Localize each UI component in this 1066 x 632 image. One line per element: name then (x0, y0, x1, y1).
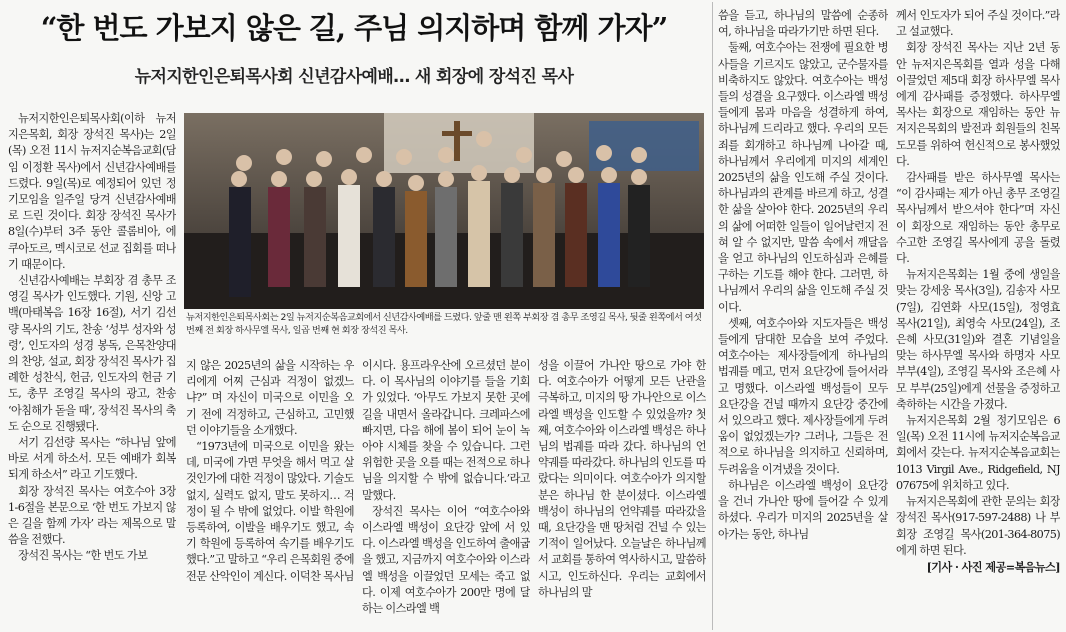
paragraph: 셋째, 여호수아와 지도자들은 백성들에게 담대한 모습을 보여 주었다. 여호수아는 제사장들에게 하나님의 법궤를 메고, 먼저 요단강에 들어서라고 명했다. 이스라엘 백성들이 모두 요단강을 건널 때까지 요단강 중간에 서 있으라고 했다. 제사장들에게 두려움이 없었겠는가? 그러나, 그들은 전적으로 하나님을 의지하고 신뢰하며, 두려움을 이겨냈을 것이다. (718, 316, 888, 476)
paragraph: 감사패를 받은 하사무엘 목사는 “이 감사패는 제가 아닌 총무 조영길 목사님께서 받으셔야 한다”며 자신이 회장으로 재임하는 동안 총무로 수고한 조영길 목사에게 공을 돌렸다. (896, 171, 1060, 266)
paragraph: 이시다. 용프라우산에 오르셨던 분이다. 이 목사님의 이야기를 들을 기회가 있었다. ‘아무도 가보지 못한 곳에 길을 내면서 올라갑니다. 크레파스에 빠지면, 다음 해에 봄이 되어 눈이 녹아야 시체를 찾을 수 있습니다. 그런 위험한 곳을 오를 때는 전적으로 하나님을 의지할 수 밖에 없습니다.’라고 말했다. (362, 359, 530, 502)
paragraph: 회장 장석진 목사는 여호수아 3장 1-6절을 본문으로 ‘한 번도 가보지 않은 길을 함께 가자’ 라는 제목으로 말씀을 전했다. (8, 484, 176, 547)
paragraph: 신년감사예배는 부회장 겸 총무 조영길 목사가 인도했다. 기원, 신앙 고백(마태복음 16장 16절), 서기 김선량 목사의 기도, 찬송 ‘성부 성자와 성령’, 인도자의 성경 봉독, 은목찬양대의 찬양, 설교, 회장 장석진 목사가 집례한 성찬식, 헌금, 인도자의 헌금 기도, 총무 조영길 목사의 광고, 찬송 ‘아침해가 돋을 때’, 장석진 목사의 축도 순으로 진행됐다. (8, 274, 176, 433)
photo-caption: 뉴저지한인은퇴목사회는 2일 뉴저지순복음교회에서 신년감사예배를 드렸다. 앞줄 맨 왼쪽 부회장 겸 총무 조영길 목사, 뒷줄 왼쪽에서 여섯 번째 전 회장 하사무엘 목사, 일곱 번째 현 회장 장석진 목사. (186, 312, 702, 336)
paragraph: 지 않은 2025년의 삶을 시작하는 우리에게 어찌 근심과 걱정이 없겠느냐?” 며 자신이 미국으로 이민을 오기 전에 걱정하고, 근심하고, 고민했던 이야기들을 소개했다. (186, 359, 354, 437)
article-column-4 (538, 358, 706, 632)
article-column-3 (362, 358, 530, 632)
paragraph: 장석진 목사는 이어 “여호수아와 이스라엘 백성이 요단강 앞에 서 있다. 이스라엘 백성을 인도하여 출애굽을 했고, 지금까지 여호수아와 이스라엘 백성을 이끌었던 모세는 죽고 없다. 이제 여호수아가 200만 명에 달하는 이스라엘 백 (362, 504, 530, 616)
article-column-2 (186, 358, 354, 632)
article-column-6 (896, 8, 1060, 632)
paragraph: 께서 인도자가 되어 주실 것이다.”라고 설교했다. (896, 9, 1060, 39)
article-column-5 (718, 8, 888, 632)
headline: “한 번도 가보지 않은 길, 주님 의지하며 함께 가자” (40, 11, 668, 45)
paragraph: 씀을 듣고, 하나님의 말씀에 순종하여, 하나님을 따라가기만 하면 된다. (718, 9, 888, 39)
paragraph: 뉴저지은목회에 관한 문의는 회장 장석진 목사(917-597-2488) 나 부회장 조영길 목사(201-364-8075)에게 하면 된다. (896, 495, 1060, 557)
subheadline: 뉴저지한인은퇴목사회 신년감사예배… 새 회장에 장석진 목사 (134, 67, 574, 87)
paragraph: 둘째, 여호수아는 전쟁에 필요한 병사들을 기르지도 않았고, 군수물자를 비축하지도 않았다. 여호수아는 백성들의 성결을 요구했다. 이스라엘 백성들에게 몸과 마음을 성결하게 하여, 하나님께 드리라고 했다. 우리의 모든 죄를 회개하고 하나님께 나아갈 때, 하나님께서 우리에게 미지의 세계인 2025년의 삶을 인도해 주실 것이다. 하나님과의 관계를 바르게 하고, 성결한 삶을 살아야 한다. 2025년의 우리의 삶에 어떠한 일들이 일어날런지 전혀 알 수 없지만, 말씀 속에서 깨달음을 얻고 하나님의 인도하심과 은혜를 구하는 기도를 해야 한다. 그러면, 하나님께서 우리의 삶을 인도해 주실 것이다. (718, 41, 888, 314)
group-photo (184, 113, 704, 309)
paragraph: 성을 이끌어 가나안 땅으로 가야 한다. 여호수아가 어떻게 모든 난관을 극복하고, 미지의 땅 가나안으로 이스라엘 백성을 인도할 수 있었을까? 첫째, 여호수아와 이스라엘 백성은 하나님의 법궤를 따라 갔다. 하나님의 언약궤를 따라갔다. 하나님의 인도를 따랐다는 의미이다. 여호수아가 의지할 분은 하나님 한 분이셨다. 이스라엘 백성이 하나님의 언약궤를 따라갔을 때, 요단강을 맨 땅처럼 건널 수 있는 기적이 일어났다. 오늘날은 하나님께서 교회를 통하여 역사하시고, 말씀하시고, 인도하신다. 우리는 교회에서 하나님의 말 (538, 359, 706, 599)
paragraph: “1973년에 미국으로 이민을 왔는데, 미국에 가면 무엇을 해서 먹고 살 것인가에 대한 걱정이 많았다. 기술도 없지, 실력도 없지, 말도 못하지… 걱정이 될 수 밖에 없었다. 이발 학원에 등록하여, 이발을 배우기도 했고, 속기 학원에 등록하여 속기를 배우기도 했다.”고 말하고 “우리 은목회원 중에 전문 산악인이 계신다. 이덕찬 목사님 (186, 440, 354, 583)
article-column-1 (8, 111, 176, 632)
paragraph: 뉴저지은목회 2월 정기모임은 6일(목) 오전 11시에 뉴저지순복음교회에서 갖는다. 뉴저지순복음교회는 1013 Virgil Ave., Ridgefield, NJ 07675에 위치하고 있다. (896, 414, 1060, 492)
paragraph: 하나님은 이스라엘 백성이 요단강을 건너 가나안 땅에 들어갈 수 있게 하셨다. 우리가 미지의 2025년을 살아가는 동안, 하나님 (718, 478, 888, 541)
paragraph: 회장 장석진 목사는 지난 2년 동안 뉴저지은목회를 열과 성을 다해 이끌었던 제5대 회장 하사무엘 목사에게 감사패를 증정했다. 하사무엘 목사는 회장으로 재임하는 동안 뉴저지은목회의 발전과 회원들의 친목도모를 위하여 헌신적으로 봉사했었다. (896, 41, 1060, 168)
group-photo-illustration (184, 113, 704, 309)
paragraph: 뉴저지한인은퇴목사회(이하 뉴저지은목회, 회장 장석진 목사)는 2일(목) 오전 11시 뉴저지순복음교회(담임 이정환 목사)에서 신년감사예배를 드렸다. 9일(목)로 예정되어 있던 정기모임을 일주일 당겨 신년감사예배로 드린 것이다. 회장 장석진 목사가 8일(수)부터 3주 동안 콜롬비아, 에쿠아도르, 멕시코로 선교 집회를 떠나기 때문이다. (8, 112, 176, 271)
paragraph: 장석진 목사는 “한 번도 가보 (18, 549, 148, 563)
article-credit: [기사 · 사진 제공=복음뉴스] (926, 559, 1060, 574)
column-divider (712, 2, 713, 630)
paragraph: 뉴저지은목회는 1월 중에 생일을 맞는 강세웅 목사(3일), 김송자 사모(7일), 김연화 사모(15일), 정영효 목사(21일), 최영숙 사모(24일), 조은혜 사모(31일)와 결혼 기념일을 맞는 하사무엘 목사와 하명자 사모 부부(4일), 조영길 목사와 조은혜 사모 부부(25일)에게 선물을 증정하고 축하하는 시간을 가졌다. (896, 268, 1060, 411)
paragraph: 서기 김선량 목사는 “하나님 앞에 바로 서게 하소서. 모든 예배가 회복되게 하소서” 라고 기도했다. (8, 436, 176, 482)
